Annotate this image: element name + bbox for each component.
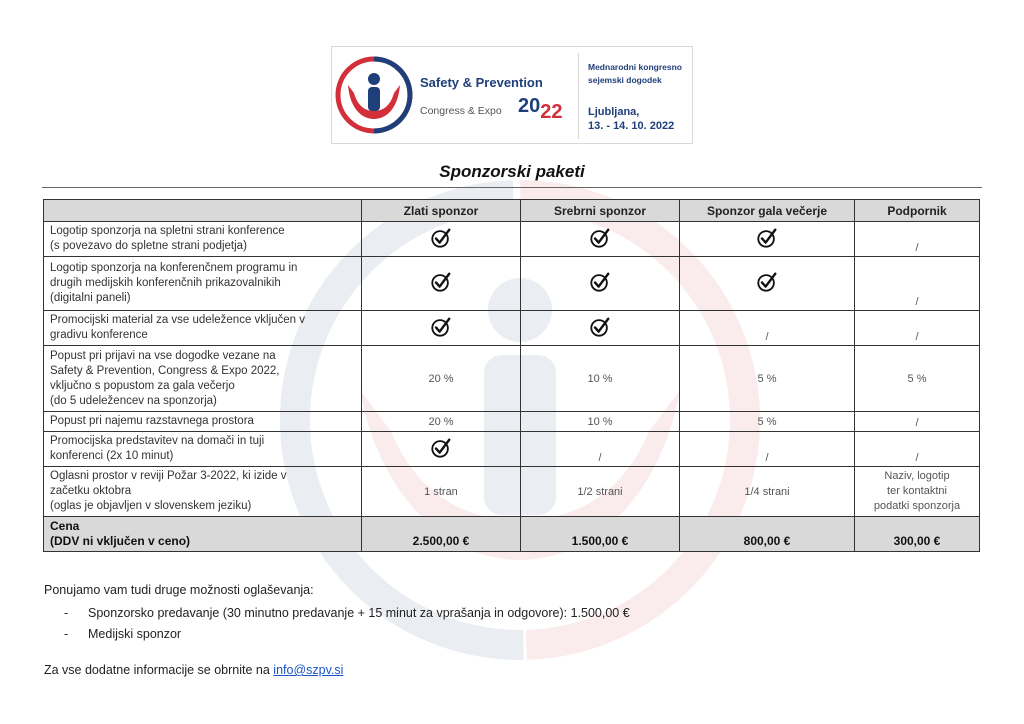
table-cell: 1 stran [362, 467, 521, 517]
checkmark-icon [589, 284, 611, 296]
price-value: 1.500,00 € [521, 517, 680, 552]
price-label [44, 517, 362, 552]
row-label [44, 432, 362, 467]
checkmark-icon [430, 329, 452, 341]
page-title: Sponzorski paketi [439, 162, 585, 181]
table-cell: / [680, 432, 855, 467]
table-cell: 5 % [680, 412, 855, 432]
table-cell: 20 % [362, 346, 521, 412]
price-row [44, 517, 980, 552]
row-label [44, 257, 362, 311]
checkmark-cell [362, 432, 521, 467]
table-cell: / [855, 432, 980, 467]
contact-line [44, 663, 343, 677]
table-row [44, 346, 980, 412]
checkmark-cell [521, 222, 680, 257]
logo-divider [578, 53, 579, 139]
brand-subtitle: Congress & Expo [420, 105, 502, 117]
table-cell: 5 % [855, 346, 980, 412]
offers-intro: Ponujamo vam tudi druge možnosti oglaševanja: [44, 583, 314, 597]
table-cell: / [855, 412, 980, 432]
row-label-line: (digitalni paneli) [50, 292, 131, 304]
table-cell: 1/2 strani [521, 467, 680, 517]
row-label-line: drugih medijskih konferenčnih prikazovalnikih [50, 277, 281, 289]
brand-title: Safety & Prevention [420, 75, 543, 90]
row-label [44, 311, 362, 346]
row-label-line: (do 5 udeležencev na sponzorja) [50, 394, 217, 407]
row-label-line: Cena [50, 519, 80, 533]
offer-item: Sponzorsko predavanje (30 minutno predavanje + 15 minut za vprašanja in odgovore): 1.500,00 € [88, 606, 630, 620]
event-location: Ljubljana, 13. - 14. 10. 2022 [588, 106, 675, 132]
checkmark-icon [430, 284, 452, 296]
table-header-row [44, 200, 980, 222]
table-row [44, 467, 980, 517]
checkmark-icon [589, 329, 611, 341]
checkmark-icon [756, 240, 778, 252]
table-cell: 10 % [521, 346, 680, 412]
price-value: 2.500,00 € [362, 517, 521, 552]
list-bullet: - [64, 627, 69, 641]
checkmark-cell [521, 257, 680, 311]
price-value: 300,00 € [855, 517, 980, 552]
checkmark-cell [521, 311, 680, 346]
column-header: Sponzor gala večerje [680, 200, 855, 222]
table-cell: / [855, 222, 980, 257]
row-label-line: Oglasni prostor v reviji Požar 3-2022, ki izide v [50, 470, 287, 482]
title-divider [42, 187, 982, 188]
table-row [44, 257, 980, 311]
row-label-line: Safety & Prevention, Congress & Expo 2022, [50, 364, 280, 377]
event-description: Mednarodni kongresno sejemski dogodek [588, 62, 682, 85]
brand-year: 2022 [518, 95, 563, 123]
offer-item: Medijski sponzor [88, 627, 182, 641]
contact-text: Za vse dodatne informacije se obrnite na [44, 663, 274, 677]
table-row [44, 412, 980, 432]
table-cell: 1/4 strani [680, 467, 855, 517]
row-label-line: (s povezavo do spletne strani podjetja) [50, 240, 247, 252]
row-label-line: Popust pri prijavi na vse dogodke vezane na [50, 349, 276, 362]
header-empty-cell [44, 200, 362, 222]
table-cell: / [855, 311, 980, 346]
row-label [44, 346, 362, 412]
column-header: Srebrni sponzor [521, 200, 680, 222]
row-label [44, 467, 362, 517]
checkmark-icon [589, 240, 611, 252]
table-cell: 5 % [680, 346, 855, 412]
row-label-line: Promocijski material za vse udeležence vključen v [50, 314, 306, 326]
table-cell: / [855, 257, 980, 311]
row-label-line: (oglas je objavljen v slovenskem jeziku) [50, 500, 252, 512]
event-logo [331, 46, 693, 144]
row-label-line: Logotip sponzorja na konferenčnem programu in [50, 262, 298, 274]
checkmark-cell [362, 257, 521, 311]
checkmark-cell [362, 222, 521, 257]
row-label-line: Promocijska predstavitev na domači in tuji [50, 435, 265, 447]
table-cell: Naziv, logotip ter kontaktni podatki sponzorja [855, 467, 980, 517]
table-cell: 10 % [521, 412, 680, 432]
checkmark-cell [680, 222, 855, 257]
row-label [44, 412, 362, 432]
table-row [44, 311, 980, 346]
table-cell: / [521, 432, 680, 467]
checkmark-cell [680, 257, 855, 311]
table-cell: / [680, 311, 855, 346]
row-label-line: vključno s popustom za gala večerjo [50, 379, 235, 392]
row-label-line: konferenci (2x 10 minut) [50, 450, 174, 462]
contact-email-link[interactable]: info@szpv.si [273, 663, 344, 677]
row-label-line: začetku oktobra [50, 485, 132, 497]
price-value: 800,00 € [680, 517, 855, 552]
list-bullet: - [64, 606, 69, 620]
row-label-line: Popust pri najemu razstavnega prostora [50, 415, 254, 427]
checkmark-icon [756, 284, 778, 296]
sponsorship-table [43, 199, 980, 552]
row-label-line: gradivu konference [50, 329, 148, 341]
checkmark-cell [362, 311, 521, 346]
column-header: Podpornik [855, 200, 980, 222]
row-label-line: Logotip sponzorja na spletni strani konference [50, 225, 285, 237]
row-label-line: (DDV ni vključen v ceno) [50, 534, 191, 548]
row-label [44, 222, 362, 257]
checkmark-icon [430, 450, 452, 462]
table-row [44, 432, 980, 467]
table-row [44, 222, 980, 257]
checkmark-icon [430, 240, 452, 252]
column-header: Zlati sponzor [362, 200, 521, 222]
table-cell: 20 % [362, 412, 521, 432]
